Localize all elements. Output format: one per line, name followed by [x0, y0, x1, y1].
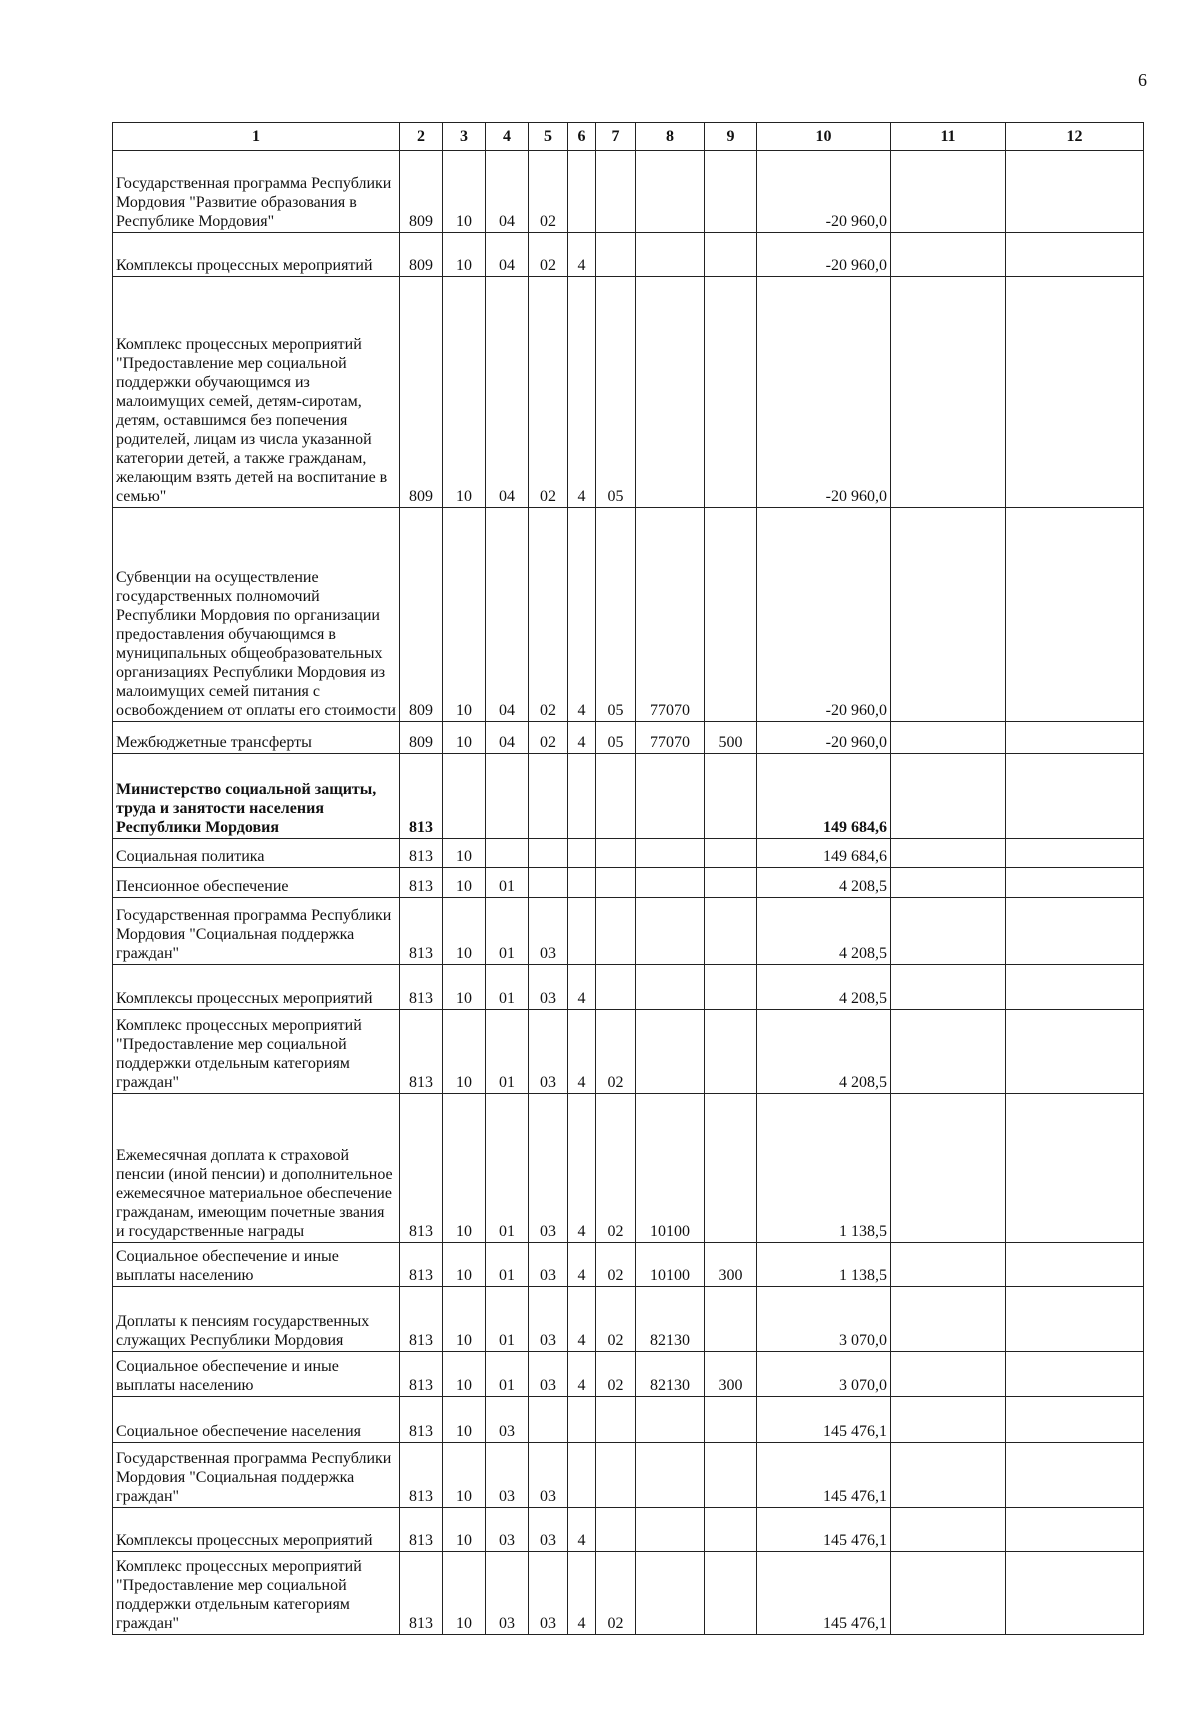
section-cell: 10	[443, 1397, 486, 1443]
expense-type-cell	[705, 965, 757, 1010]
row-name-cell: Социальная политика	[113, 839, 400, 868]
direction-cell	[636, 754, 705, 839]
section-cell: 10	[443, 508, 486, 722]
section-cell: 10	[443, 868, 486, 898]
column-12-cell	[1006, 1243, 1144, 1287]
event-cell: 05	[596, 277, 636, 508]
expense-type-cell	[705, 754, 757, 839]
subsection-cell: 01	[486, 1243, 529, 1287]
column-header: 12	[1006, 123, 1144, 151]
column-11-cell	[891, 1552, 1006, 1635]
program-cell: 03	[529, 1287, 568, 1352]
table-row	[113, 1010, 1144, 1094]
section-cell: 10	[443, 1443, 486, 1508]
direction-cell	[636, 898, 705, 965]
column-11-cell	[891, 1094, 1006, 1243]
expense-type-cell: 300	[705, 1352, 757, 1397]
subsection-cell: 04	[486, 233, 529, 277]
expense-type-cell	[705, 233, 757, 277]
section-cell: 10	[443, 1508, 486, 1552]
column-12-cell	[1006, 898, 1144, 965]
amount-cell: 3 070,0	[757, 1352, 891, 1397]
column-header: 10	[757, 123, 891, 151]
row-name-cell: Доплаты к пенсиям государственных служащих Республики Мордовия	[113, 1287, 400, 1352]
row-name-cell: Государственная программа Республики Мордовия "Развитие образования в Республике Мордовия"	[113, 151, 400, 233]
subprogram-type-cell: 4	[568, 722, 596, 754]
ministry-code-cell: 813	[400, 1243, 443, 1287]
event-cell: 02	[596, 1352, 636, 1397]
amount-cell: -20 960,0	[757, 508, 891, 722]
column-12-cell	[1006, 151, 1144, 233]
ministry-code-cell: 813	[400, 868, 443, 898]
ministry-code-cell: 809	[400, 722, 443, 754]
column-12-cell	[1006, 1094, 1144, 1243]
table-row	[113, 722, 1144, 754]
amount-cell: 1 138,5	[757, 1243, 891, 1287]
section-cell: 10	[443, 898, 486, 965]
table-row	[113, 898, 1144, 965]
program-cell	[529, 1397, 568, 1443]
program-cell: 03	[529, 965, 568, 1010]
column-11-cell	[891, 1352, 1006, 1397]
section-cell: 10	[443, 965, 486, 1010]
table-row	[113, 839, 1144, 868]
section-cell: 10	[443, 1010, 486, 1094]
table-row	[113, 1397, 1144, 1443]
expense-type-cell	[705, 898, 757, 965]
subsection-cell: 01	[486, 898, 529, 965]
amount-cell: 149 684,6	[757, 754, 891, 839]
event-cell	[596, 898, 636, 965]
direction-cell: 10100	[636, 1094, 705, 1243]
ministry-code-cell: 813	[400, 1443, 443, 1508]
column-11-cell	[891, 965, 1006, 1010]
section-cell: 10	[443, 277, 486, 508]
section-cell: 10	[443, 1243, 486, 1287]
amount-cell: 145 476,1	[757, 1443, 891, 1508]
column-12-cell	[1006, 508, 1144, 722]
direction-cell	[636, 1508, 705, 1552]
column-header: 2	[400, 123, 443, 151]
subprogram-type-cell	[568, 839, 596, 868]
program-cell: 02	[529, 277, 568, 508]
subprogram-type-cell	[568, 754, 596, 839]
table-row	[113, 868, 1144, 898]
expense-type-cell: 500	[705, 722, 757, 754]
section-cell: 10	[443, 1287, 486, 1352]
subsection-cell: 03	[486, 1443, 529, 1508]
ministry-code-cell: 813	[400, 965, 443, 1010]
column-11-cell	[891, 1287, 1006, 1352]
subprogram-type-cell: 4	[568, 1287, 596, 1352]
column-12-cell	[1006, 754, 1144, 839]
subsection-cell	[486, 754, 529, 839]
column-12-cell	[1006, 722, 1144, 754]
ministry-code-cell: 813	[400, 1352, 443, 1397]
column-header: 1	[113, 123, 400, 151]
ministry-code-cell: 809	[400, 277, 443, 508]
column-header: 8	[636, 123, 705, 151]
expense-type-cell	[705, 277, 757, 508]
event-cell	[596, 965, 636, 1010]
expense-type-cell	[705, 868, 757, 898]
amount-cell: 4 208,5	[757, 1010, 891, 1094]
column-11-cell	[891, 277, 1006, 508]
section-cell: 10	[443, 722, 486, 754]
ministry-code-cell: 813	[400, 1508, 443, 1552]
row-name-cell: Комплекс процессных мероприятий "Предоставление мер социальной поддержки отдельным категориям граждан"	[113, 1010, 400, 1094]
column-12-cell	[1006, 1443, 1144, 1508]
page-number: 6	[1138, 70, 1147, 90]
section-cell: 10	[443, 151, 486, 233]
amount-cell: 1 138,5	[757, 1094, 891, 1243]
direction-cell	[636, 839, 705, 868]
subprogram-type-cell: 4	[568, 1552, 596, 1635]
table-row	[113, 151, 1144, 233]
program-cell: 03	[529, 1352, 568, 1397]
column-11-cell	[891, 151, 1006, 233]
event-cell: 02	[596, 1243, 636, 1287]
subprogram-type-cell: 4	[568, 1010, 596, 1094]
amount-cell: 145 476,1	[757, 1552, 891, 1635]
expense-type-cell: 300	[705, 1243, 757, 1287]
column-header: 6	[568, 123, 596, 151]
row-name-cell: Субвенции на осуществление государственных полномочий Республики Мордовия по организации предоставления обучающимся в муниципальных общеобразовательных организациях Республики Мордовия из малоимущих семей питания с освобождением от оплаты его стоимости	[113, 508, 400, 722]
subsection-cell: 04	[486, 277, 529, 508]
ministry-code-cell: 813	[400, 1287, 443, 1352]
row-name-cell: Социальное обеспечение и иные выплаты населению	[113, 1352, 400, 1397]
amount-cell: 4 208,5	[757, 898, 891, 965]
direction-cell	[636, 868, 705, 898]
table-row	[113, 233, 1144, 277]
program-cell: 03	[529, 1552, 568, 1635]
ministry-code-cell: 813	[400, 839, 443, 868]
amount-cell: 4 208,5	[757, 868, 891, 898]
column-11-cell	[891, 1243, 1006, 1287]
table-row	[113, 965, 1144, 1010]
table-row	[113, 1352, 1144, 1397]
section-cell	[443, 754, 486, 839]
row-name-cell: Комплексы процессных мероприятий	[113, 1508, 400, 1552]
column-12-cell	[1006, 965, 1144, 1010]
program-cell: 03	[529, 1508, 568, 1552]
column-12-cell	[1006, 1397, 1144, 1443]
program-cell: 03	[529, 898, 568, 965]
event-cell: 05	[596, 722, 636, 754]
event-cell	[596, 868, 636, 898]
table-row	[113, 1552, 1144, 1635]
row-name-cell: Государственная программа Республики Мордовия "Социальная поддержка граждан"	[113, 898, 400, 965]
column-12-cell	[1006, 1010, 1144, 1094]
event-cell	[596, 1508, 636, 1552]
column-12-cell	[1006, 1352, 1144, 1397]
section-cell: 10	[443, 1094, 486, 1243]
program-cell: 02	[529, 722, 568, 754]
column-11-cell	[891, 1010, 1006, 1094]
amount-cell: 3 070,0	[757, 1287, 891, 1352]
subsection-cell: 01	[486, 965, 529, 1010]
program-cell	[529, 839, 568, 868]
column-12-cell	[1006, 277, 1144, 508]
program-cell: 02	[529, 233, 568, 277]
subprogram-type-cell	[568, 151, 596, 233]
table-row	[113, 508, 1144, 722]
column-header: 5	[529, 123, 568, 151]
expense-type-cell	[705, 1010, 757, 1094]
column-11-cell	[891, 722, 1006, 754]
column-12-cell	[1006, 868, 1144, 898]
event-cell: 02	[596, 1552, 636, 1635]
subsection-cell: 01	[486, 1287, 529, 1352]
subprogram-type-cell: 4	[568, 1094, 596, 1243]
row-name-cell: Социальное обеспечение населения	[113, 1397, 400, 1443]
direction-cell	[636, 233, 705, 277]
direction-cell	[636, 1397, 705, 1443]
amount-cell: -20 960,0	[757, 233, 891, 277]
amount-cell: -20 960,0	[757, 151, 891, 233]
direction-cell	[636, 1443, 705, 1508]
table-row	[113, 1287, 1144, 1352]
subsection-cell: 03	[486, 1397, 529, 1443]
expense-type-cell	[705, 508, 757, 722]
row-name-cell: Комплексы процессных мероприятий	[113, 965, 400, 1010]
table-row	[113, 277, 1144, 508]
direction-cell	[636, 1552, 705, 1635]
direction-cell	[636, 965, 705, 1010]
subsection-cell: 03	[486, 1508, 529, 1552]
event-cell: 02	[596, 1094, 636, 1243]
direction-cell: 82130	[636, 1287, 705, 1352]
column-11-cell	[891, 1508, 1006, 1552]
expense-type-cell	[705, 1508, 757, 1552]
subprogram-type-cell	[568, 1443, 596, 1508]
expense-type-cell	[705, 151, 757, 233]
subprogram-type-cell: 4	[568, 508, 596, 722]
column-11-cell	[891, 898, 1006, 965]
column-header: 7	[596, 123, 636, 151]
row-name-cell: Комплекс процессных мероприятий "Предоставление мер социальной поддержки обучающимся из малоимущих семей, детям-сиротам, детям, оставшимся без попечения родителей, лицам из числа указанной категории детей, а также гражданам, желающим взять детей на воспитание в семью"	[113, 277, 400, 508]
expense-type-cell	[705, 1397, 757, 1443]
subsection-cell: 04	[486, 722, 529, 754]
subsection-cell: 01	[486, 868, 529, 898]
column-12-cell	[1006, 1287, 1144, 1352]
table-body	[113, 151, 1144, 1635]
program-cell	[529, 868, 568, 898]
ministry-code-cell: 813	[400, 1010, 443, 1094]
expense-type-cell	[705, 1552, 757, 1635]
section-cell: 10	[443, 1552, 486, 1635]
subprogram-type-cell	[568, 1397, 596, 1443]
column-11-cell	[891, 868, 1006, 898]
program-cell: 02	[529, 151, 568, 233]
column-12-cell	[1006, 839, 1144, 868]
subprogram-type-cell	[568, 868, 596, 898]
ministry-code-cell: 813	[400, 1094, 443, 1243]
direction-cell	[636, 151, 705, 233]
column-header: 4	[486, 123, 529, 151]
event-cell	[596, 754, 636, 839]
program-cell: 03	[529, 1443, 568, 1508]
column-12-cell	[1006, 1508, 1144, 1552]
amount-cell: 145 476,1	[757, 1508, 891, 1552]
column-header: 9	[705, 123, 757, 151]
column-11-cell	[891, 1397, 1006, 1443]
table-row	[113, 1508, 1144, 1552]
program-cell: 03	[529, 1094, 568, 1243]
column-11-cell	[891, 839, 1006, 868]
direction-cell: 77070	[636, 508, 705, 722]
row-name-cell: Межбюджетные трансферты	[113, 722, 400, 754]
subprogram-type-cell: 4	[568, 965, 596, 1010]
subsection-cell: 01	[486, 1352, 529, 1397]
amount-cell: 145 476,1	[757, 1397, 891, 1443]
table-row	[113, 1443, 1144, 1508]
subsection-cell: 04	[486, 508, 529, 722]
event-cell: 02	[596, 1010, 636, 1094]
expense-type-cell	[705, 839, 757, 868]
budget-table	[112, 122, 1144, 1635]
subprogram-type-cell: 4	[568, 277, 596, 508]
event-cell	[596, 233, 636, 277]
row-name-cell: Государственная программа Республики Мордовия "Социальная поддержка граждан"	[113, 1443, 400, 1508]
event-cell: 02	[596, 1287, 636, 1352]
program-cell: 03	[529, 1010, 568, 1094]
amount-cell: -20 960,0	[757, 722, 891, 754]
subprogram-type-cell: 4	[568, 233, 596, 277]
column-header: 11	[891, 123, 1006, 151]
direction-cell: 82130	[636, 1352, 705, 1397]
section-cell: 10	[443, 1352, 486, 1397]
section-cell: 10	[443, 233, 486, 277]
row-name-cell: Министерство социальной защиты, труда и занятости населения Республики Мордовия	[113, 754, 400, 839]
column-11-cell	[891, 508, 1006, 722]
row-name-cell: Пенсионное обеспечение	[113, 868, 400, 898]
direction-cell	[636, 1010, 705, 1094]
direction-cell: 10100	[636, 1243, 705, 1287]
row-name-cell: Комплексы процессных мероприятий	[113, 233, 400, 277]
subsection-cell: 04	[486, 151, 529, 233]
column-12-cell	[1006, 233, 1144, 277]
event-cell	[596, 839, 636, 868]
ministry-code-cell: 813	[400, 1397, 443, 1443]
header-row	[113, 123, 1144, 151]
subprogram-type-cell: 4	[568, 1243, 596, 1287]
amount-cell: 149 684,6	[757, 839, 891, 868]
row-name-cell: Комплекс процессных мероприятий "Предоставление мер социальной поддержки отдельным категориям граждан"	[113, 1552, 400, 1635]
expense-type-cell	[705, 1287, 757, 1352]
direction-cell: 77070	[636, 722, 705, 754]
column-12-cell	[1006, 1552, 1144, 1635]
event-cell: 05	[596, 508, 636, 722]
event-cell	[596, 1443, 636, 1508]
ministry-code-cell: 813	[400, 754, 443, 839]
event-cell	[596, 1397, 636, 1443]
subprogram-type-cell	[568, 898, 596, 965]
column-11-cell	[891, 1443, 1006, 1508]
program-cell	[529, 754, 568, 839]
table-row	[113, 1094, 1144, 1243]
program-cell: 03	[529, 1243, 568, 1287]
ministry-code-cell: 809	[400, 233, 443, 277]
program-cell: 02	[529, 508, 568, 722]
column-11-cell	[891, 233, 1006, 277]
expense-type-cell	[705, 1094, 757, 1243]
subprogram-type-cell: 4	[568, 1352, 596, 1397]
ministry-code-cell: 809	[400, 151, 443, 233]
row-name-cell: Ежемесячная доплата к страховой пенсии (иной пенсии) и дополнительное ежемесячное материальное обеспечение гражданам, имеющим почетные звания и государственные награды	[113, 1094, 400, 1243]
subprogram-type-cell: 4	[568, 1508, 596, 1552]
column-11-cell	[891, 754, 1006, 839]
subsection-cell	[486, 839, 529, 868]
section-cell: 10	[443, 839, 486, 868]
amount-cell: -20 960,0	[757, 277, 891, 508]
table-row	[113, 1243, 1144, 1287]
direction-cell	[636, 277, 705, 508]
ministry-code-cell: 813	[400, 1552, 443, 1635]
table-row	[113, 754, 1144, 839]
ministry-code-cell: 809	[400, 508, 443, 722]
event-cell	[596, 151, 636, 233]
row-name-cell: Социальное обеспечение и иные выплаты населению	[113, 1243, 400, 1287]
amount-cell: 4 208,5	[757, 965, 891, 1010]
subsection-cell: 01	[486, 1010, 529, 1094]
expense-type-cell	[705, 1443, 757, 1508]
subsection-cell: 01	[486, 1094, 529, 1243]
ministry-code-cell: 813	[400, 898, 443, 965]
subsection-cell: 03	[486, 1552, 529, 1635]
column-header: 3	[443, 123, 486, 151]
